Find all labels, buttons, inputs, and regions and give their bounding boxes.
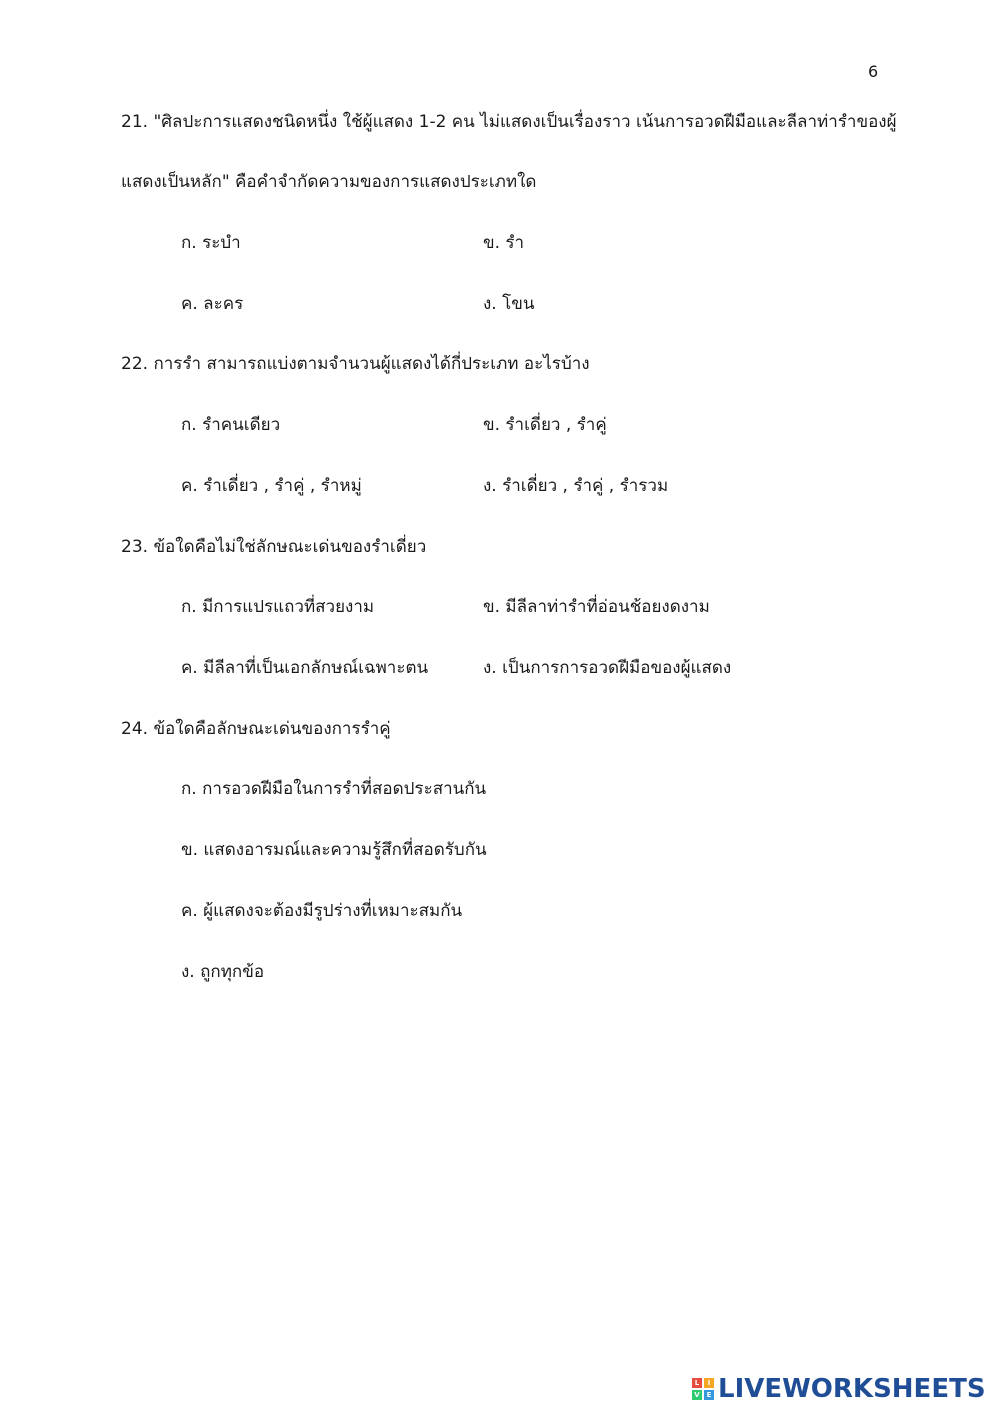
question-21-option-a: ก. ระบำ [181,233,241,253]
question-24-option-a: ก. การอวดฝีมือในการรำที่สอดประสานกัน [181,779,487,799]
liveworksheets-grid-icon [692,1378,714,1400]
question-22-option-b: ข. รำเดี่ยว , รำคู่ [483,415,607,435]
logo-letter-e: E [704,1390,714,1400]
question-21-option-d: ง. โขน [483,294,535,314]
question-22-line-1: 22. การรำ สามารถแบ่งตามจำนวนผู้แสดงได้กี่ประเภท อะไรบ้าง [121,354,590,374]
question-21-option-b: ข. รำ [483,233,525,253]
logo-letter-i: I [704,1378,714,1388]
question-23-option-d: ง. เป็นการการอวดฝีมือของผู้แสดง [483,658,732,678]
question-24-option-b: ข. แสดงอารมณ์และความรู้สึกที่สอดรับกัน [181,840,487,860]
question-24-option-d: ง. ถูกทุกข้อ [181,962,265,982]
page-number: 6 [868,62,879,81]
question-24-option-c: ค. ผู้แสดงจะต้องมีรูปร่างที่เหมาะสมกัน [181,901,463,921]
question-23-line-1: 23. ข้อใดคือไม่ใช่ลักษณะเด่นของรำเดี่ยว [121,537,427,557]
question-21-line-1: 21. "ศิลปะการแสดงชนิดหนึ่ง ใช้ผู้แสดง 1-2 คน ไม่แสดงเป็นเรื่องราว เน้นการอวดฝีมือและลีลาท่ารำของผู้ [121,112,897,132]
question-22-option-c: ค. รำเดี่ยว , รำคู่ , รำหมู่ [181,476,362,496]
question-21-option-c: ค. ละคร [181,294,244,314]
question-22-option-a: ก. รำคนเดียว [181,415,281,435]
liveworksheets-wordmark: LIVEWORKSHEETS [718,1374,986,1404]
question-21-line-2: แสดงเป็นหลัก" คือคำจำกัดความของการแสดงประเภทใด [121,172,537,192]
question-23-option-a: ก. มีการแปรแถวที่สวยงาม [181,597,375,617]
question-23-option-b: ข. มีลีลาท่ารำที่อ่อนช้อยงดงาม [483,597,710,617]
question-24-line-1: 24. ข้อใดคือลักษณะเด่นของการรำคู่ [121,719,391,739]
question-22-option-d: ง. รำเดี่ยว , รำคู่ , รำรวม [483,476,669,496]
logo-letter-v: V [692,1390,702,1400]
logo-letter-l: L [692,1378,702,1388]
question-23-option-c: ค. มีลีลาที่เป็นเอกลักษณ์เฉพาะตน [181,658,429,678]
liveworksheets-logo [692,1373,986,1405]
